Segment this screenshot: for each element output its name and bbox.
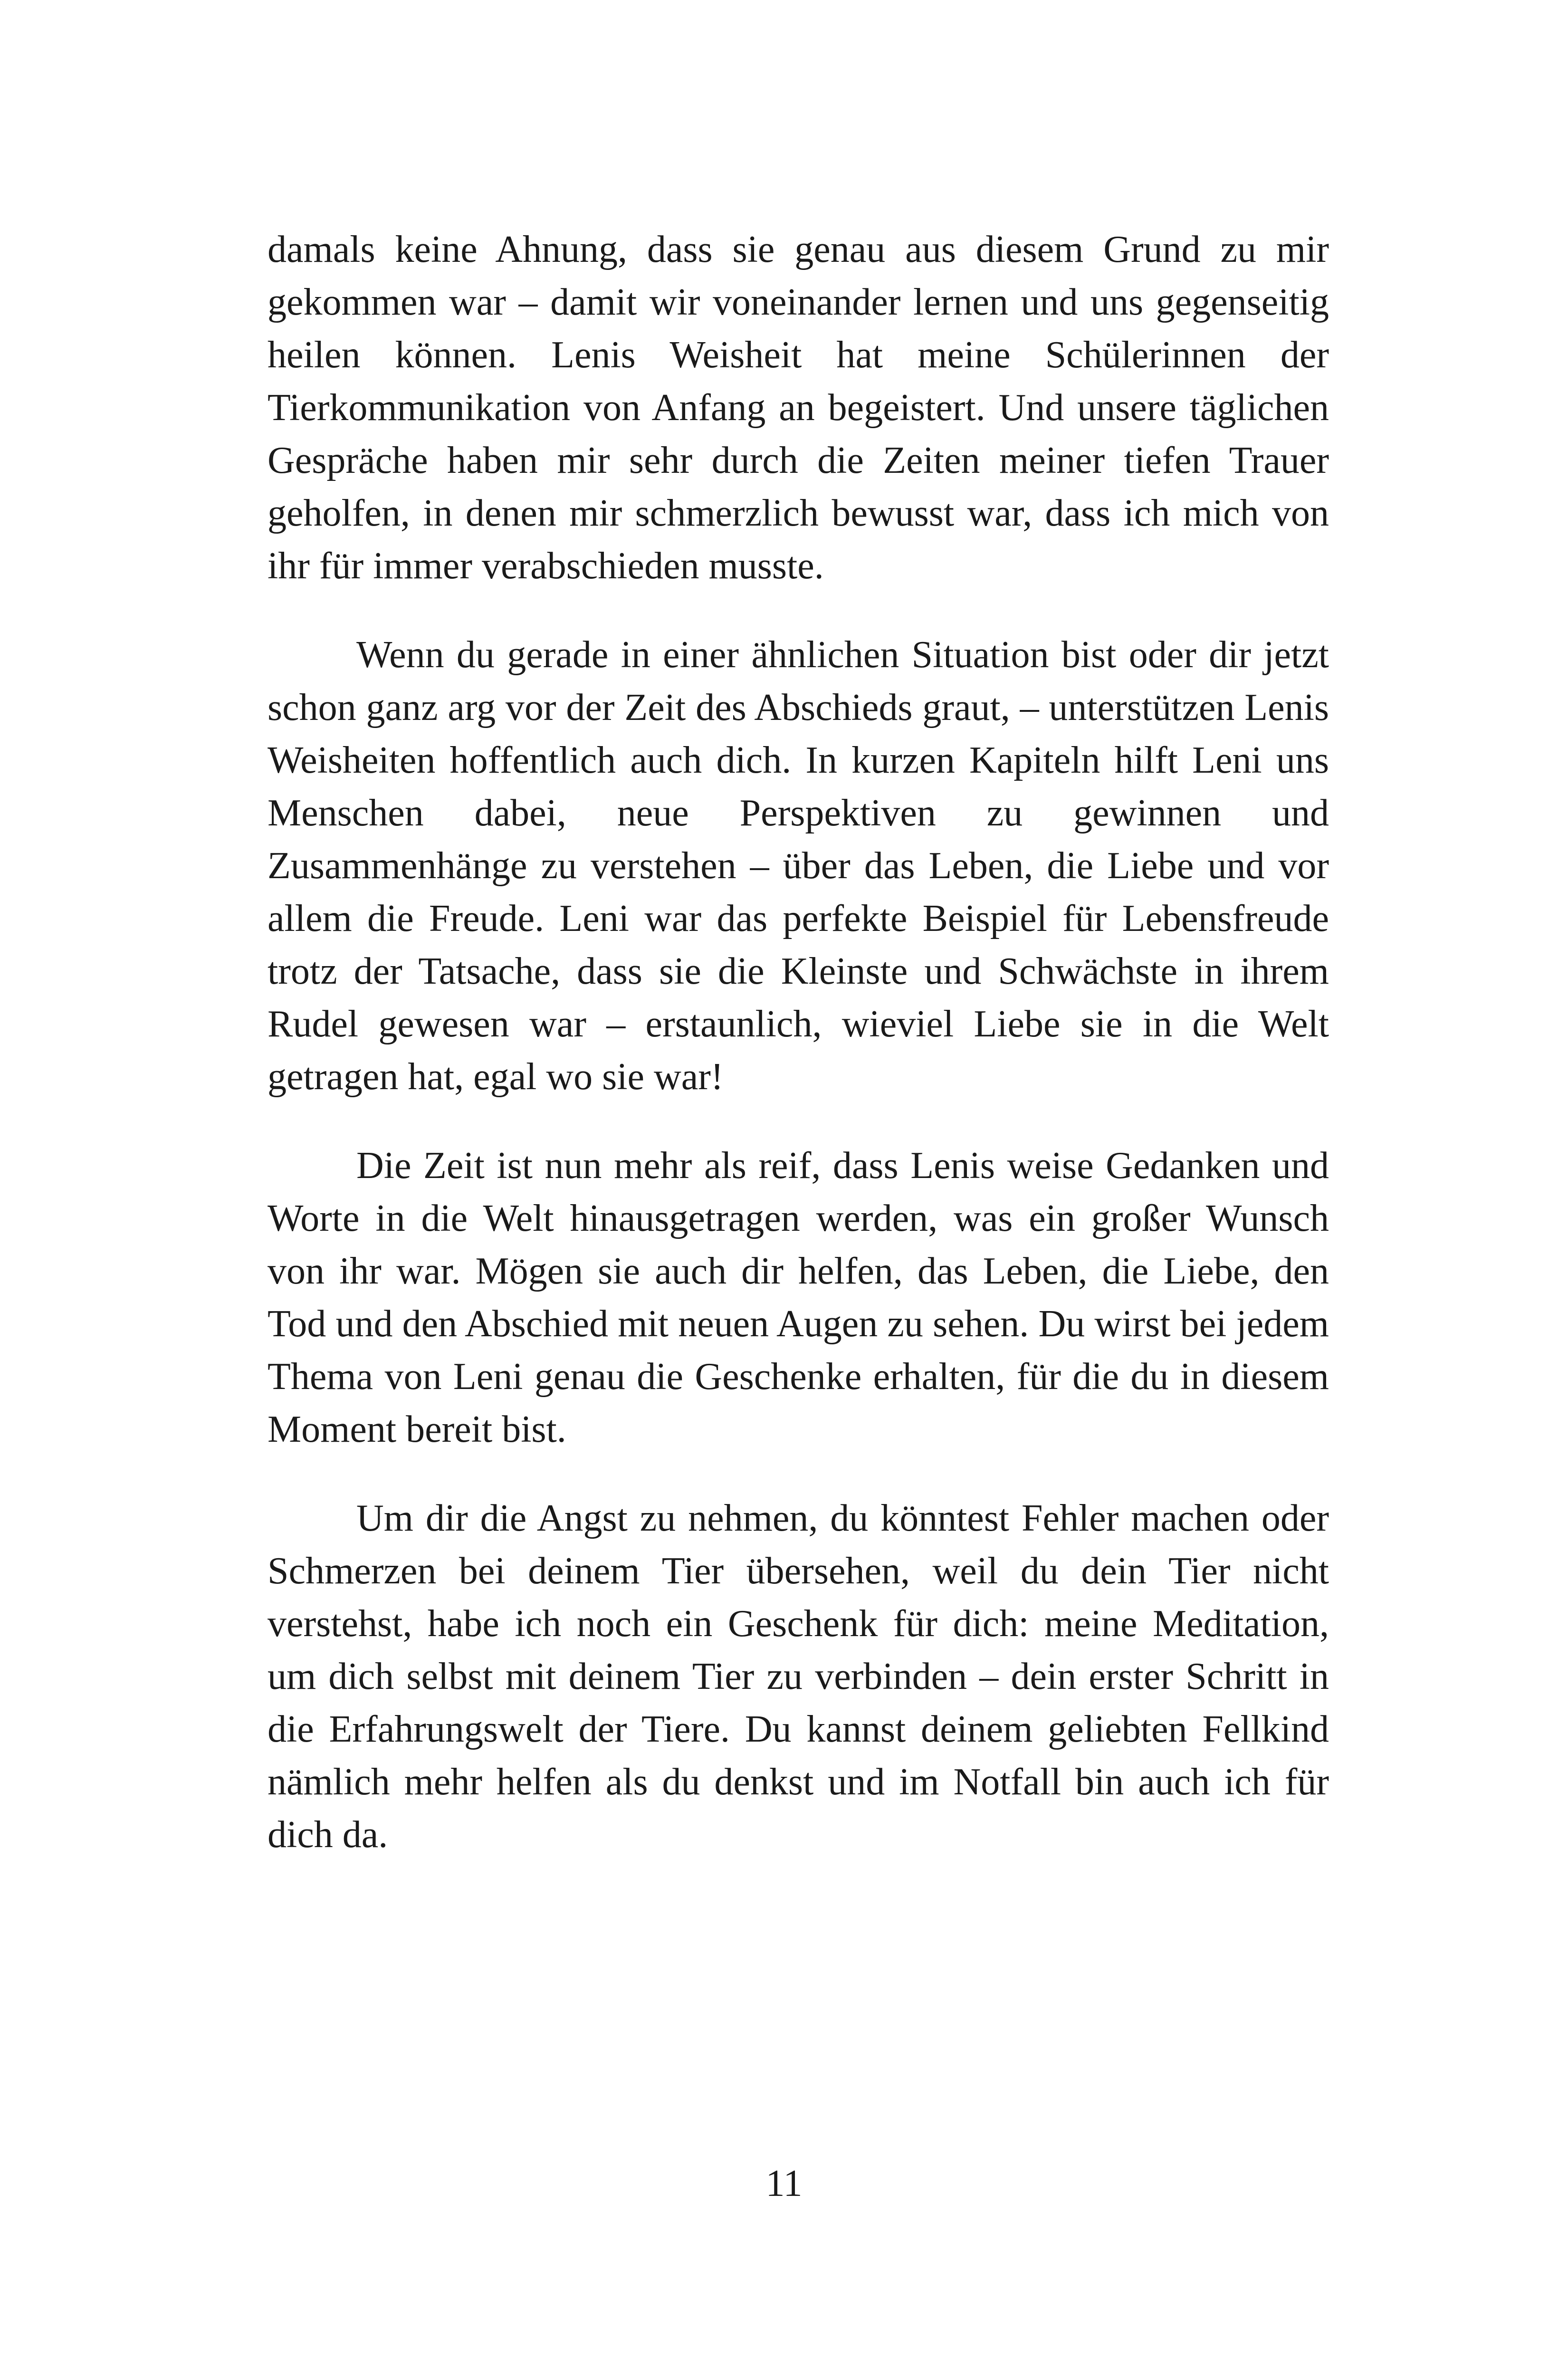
body-text	[268, 223, 1329, 1861]
paragraph-continued: damals keine Ahnung, dass sie genau aus diesem Grund zu mir gekommen war – damit wir voneinander lernen und uns gegenseitig heilen können. Lenis Weisheit hat meine Schülerinnen der Tierkommunikation von Anfang an begeistert. Und unsere täglichen Gespräche haben mir sehr durch die Zeiten meiner tiefen Trauer geholfen, in denen mir schmerzlich bewusst war, dass ich mich von ihr für immer verabschieden musste.	[268, 229, 1329, 587]
paragraph: Wenn du gerade in einer ähnlichen Situation bist oder dir jetzt schon ganz arg vor der Zeit des Abschieds graut, – unterstützen Lenis Weisheiten hoffentlich auch dich. In kurzen Kapiteln hilft Leni uns Menschen dabei, neue Perspektiven zu gewinnen und Zusammenhänge zu verstehen – über das Leben, die Liebe und vor allem die Freude. Leni war das perfekte Beispiel für Lebensfreude trotz der Tatsache, dass sie die Kleinste und Schwächste in ihrem Rudel gewesen war – erstaunlich, wieviel Liebe sie in die Welt getragen hat, egal wo sie war!	[268, 634, 1329, 1098]
page-number: 11	[765, 2163, 803, 2204]
paragraph: Um dir die Angst zu nehmen, du könntest Fehler machen oder Schmerzen bei deinem Tier übersehen, weil du dein Tier nicht verstehst, habe ich noch ein Geschenk für dich: meine Meditation, um dich selbst mit deinem Tier zu verbinden – dein erster Schritt in die Erfahrungswelt der Tiere. Du kannst deinem geliebten Fellkind nämlich mehr helfen als du denkst und im Notfall bin auch ich für dich da.	[268, 1497, 1329, 1856]
paragraph: Die Zeit ist nun mehr als reif, dass Lenis weise Gedanken und Worte in die Welt hinausgetragen werden, was ein großer Wunsch von ihr war. Mögen sie auch dir helfen, das Leben, die Liebe, den Tod und den Abschied mit neuen Augen zu sehen. Du wirst bei jedem Thema von Leni genau die Geschenke erhalten, für die du in diesem Moment bereit bist.	[268, 1145, 1329, 1450]
